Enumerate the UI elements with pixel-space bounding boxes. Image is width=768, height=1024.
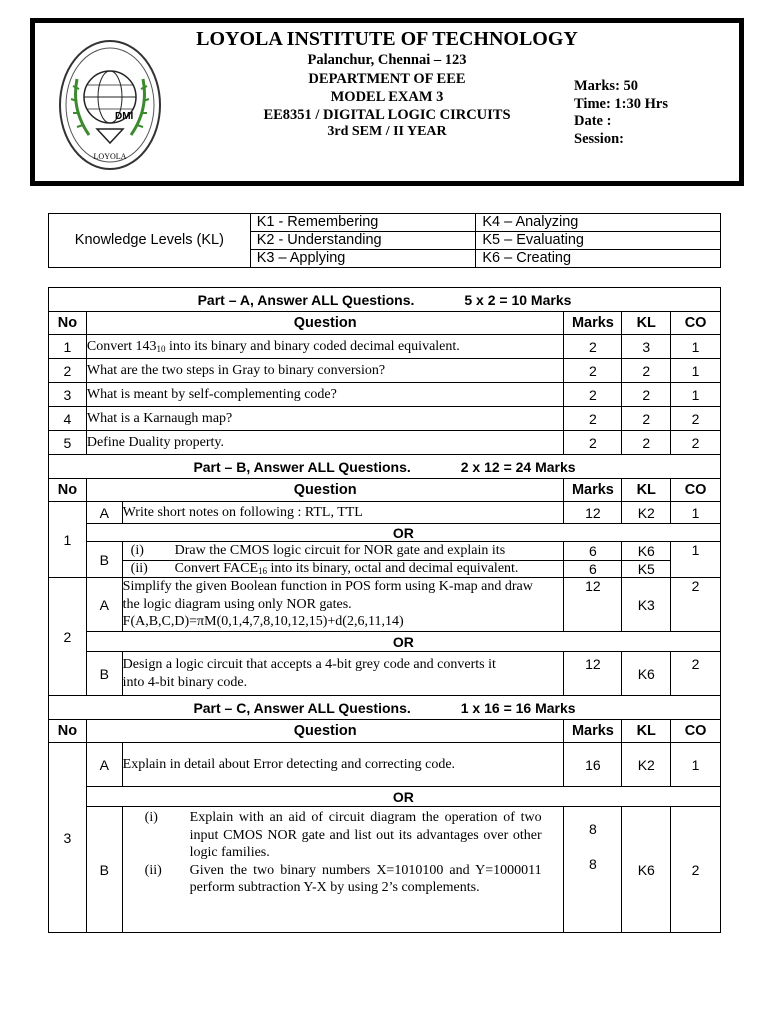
exam-meta — [574, 78, 668, 148]
question-row: 1 A Write short notes on following : RTL, TTL 12 K2 1 — [49, 502, 721, 524]
exam-date: Date : — [574, 113, 612, 129]
question-row: B Design a logic circuit that accepts a 4-bit grey code and converts it into 4-bit binary code. 12 K6 2 — [49, 652, 721, 696]
question-row: 3 A Explain in detail about Error detecting and correcting code. 16 K2 1 — [49, 743, 721, 787]
exam-header — [30, 18, 744, 186]
or-divider: OR — [86, 524, 720, 542]
exam-session: Session: — [574, 130, 624, 147]
question-row: B (i) Explain with an aid of circuit diagram the operation of two input CMOS NOR gate and list out its advantages over other logic families. (ii) Given the two binary numbers X=1010100 and Y=1000011 perform subtraction Y-X by using 2’s complements. 8 8 K6 2 — [49, 807, 721, 933]
question-row: 2 A Simplify the given Boolean function in POS form using K-map and draw the logic diagram using only NOR gates. F(A,B,C,D)=πM(0,1,4,7,8,10,12,15)+d(2,6,11,14) 12 K3 2 — [49, 578, 721, 632]
or-divider: OR — [86, 632, 720, 652]
column-headers: No Question Marks KL CO — [49, 720, 721, 743]
kl-label: Knowledge Levels (KL) — [49, 214, 251, 268]
knowledge-levels-table — [48, 213, 721, 268]
question-row: 3 What is meant by self-complementing code? 2 2 1 — [49, 383, 721, 407]
column-headers: No Question Marks KL CO — [49, 479, 721, 502]
institute-name: LOYOLA INSTITUTE OF TECHNOLOGY — [196, 28, 578, 50]
department: DEPARTMENT OF EEE — [308, 71, 466, 87]
question-row: 5 Define Duality property. 2 2 2 — [49, 431, 721, 455]
exam-name: MODEL EXAM 3 — [330, 89, 444, 105]
marks-total: Marks: 50 — [574, 78, 639, 94]
semester: 3rd SEM / II YEAR — [327, 124, 447, 139]
kl-level: K5 – Evaluating — [476, 232, 721, 250]
kl-level: K1 - Remembering — [250, 214, 476, 232]
question-row: (ii) Convert $FACE_{16}$ into its binary, octal and decimal equivalent. 6 K5 — [49, 561, 721, 578]
question-row: 1 Convert $143_{10}$ into its binary and binary coded decimal equivalent. 2 3 1 — [49, 335, 721, 359]
exam-time: Time: 1:30 Hrs — [574, 95, 668, 112]
kl-level: K2 - Understanding — [250, 232, 476, 250]
question-row: B (i) Draw the CMOS logic circuit for NOR gate and explain its 6 K6 1 — [49, 542, 721, 561]
course-name: EE8351 / DIGITAL LOGIC CIRCUITS — [263, 107, 511, 123]
question-table — [48, 287, 721, 933]
column-headers: No Question Marks KL CO — [49, 312, 721, 335]
question-row: 2 What are the two steps in Gray to binary conversion? 2 2 1 — [49, 359, 721, 383]
part-a-heading: Part – A, Answer ALL Questions. 5 x 2 = 10 Marks — [49, 288, 721, 312]
address: Palanchur, Chennai – 123 — [307, 52, 467, 68]
part-b-heading: Part – B, Answer ALL Questions. 2 x 12 = 24 Marks — [49, 455, 721, 479]
kl-level: K3 – Applying — [250, 250, 476, 268]
or-divider: OR — [86, 787, 720, 807]
kl-level: K4 – Analyzing — [476, 214, 721, 232]
question-row: 4 What is a Karnaugh map? 2 2 2 — [49, 407, 721, 431]
svg-text:DMI: DMI — [115, 111, 134, 122]
svg-text:LOYOLA: LOYOLA — [93, 152, 127, 161]
kl-level: K6 – Creating — [476, 250, 721, 268]
part-c-heading: Part – C, Answer ALL Questions. 1 x 16 = 16 Marks — [49, 696, 721, 720]
